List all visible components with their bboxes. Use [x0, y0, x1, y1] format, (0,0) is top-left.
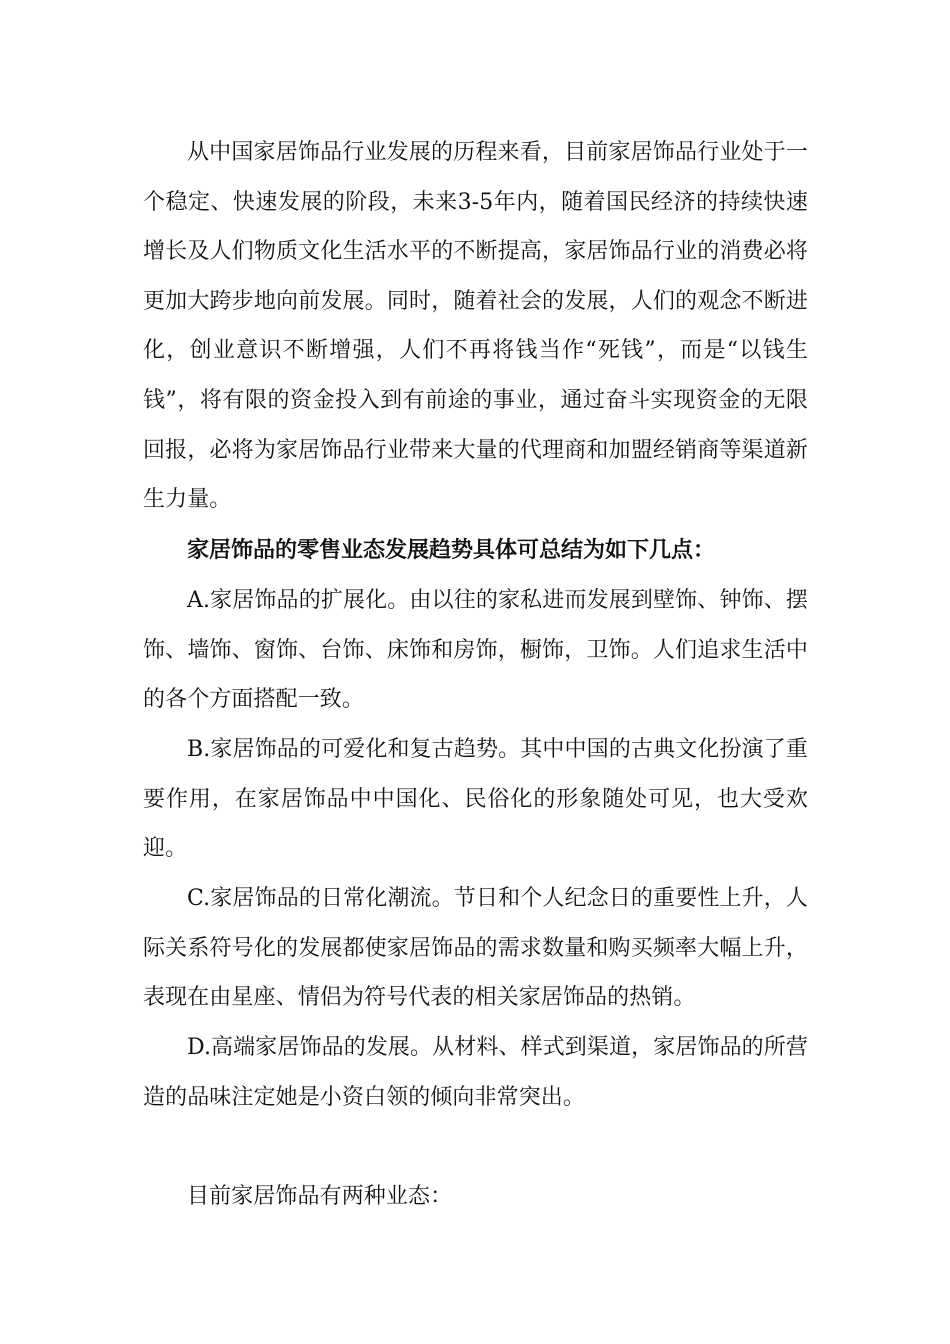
trends-heading: 家居饰品的零售业态发展趋势具体可总结为如下几点： — [187, 537, 716, 563]
intro-paragraph: 从中国家居饰品行业发展的历程来看，目前家居饰品行业处于一个稳定、快速发展的阶段，未来3-5年内，随着国民经济的持续快速增长及人们物质文化生活水平的不断提高，家居饰品行业的消费必将更加大跨步地向前发展。同时，随着社会的发展，人们的观念不断进化，创业意识不断增强，人们不再将钱当作“死钱”，而是“以钱生钱”，将有限的资金投入到有前途的事业，通过奋斗实现资金的无限回报，必将为家居饰品行业带来大量的代理商和加盟经销商等渠道新生力量。 — [143, 140, 808, 513]
trend-c-paragraph: C.家居饰品的日常化潮流。节日和个人纪念日的重要性上升，人际关系符号化的发展都使家居饰品的需求数量和购买频率大幅上升，表现在由星座、情侣为符号代表的相关家居饰品的热销。 — [143, 886, 808, 1011]
trend-a-paragraph: A.家居饰品的扩展化。由以往的家私进而发展到壁饰、钟饰、摆饰、墙饰、窗饰、台饰、床饰和房饰，橱饰，卫饰。人们追求生活中的各个方面搭配一致。 — [143, 588, 808, 713]
trend-d-paragraph: D.高端家居饰品的发展。从材料、样式到渠道，家居饰品的所营造的品味注定她是小资白领的倾向非常突出。 — [143, 1035, 808, 1110]
trend-b-paragraph: B.家居饰品的可爱化和复古趋势。其中中国的古典文化扮演了重要作用，在家居饰品中中国化、民俗化的形象随处可见，也大受欢迎。 — [143, 737, 808, 862]
business-forms-paragraph: 目前家居饰品有两种业态： — [187, 1184, 453, 1209]
